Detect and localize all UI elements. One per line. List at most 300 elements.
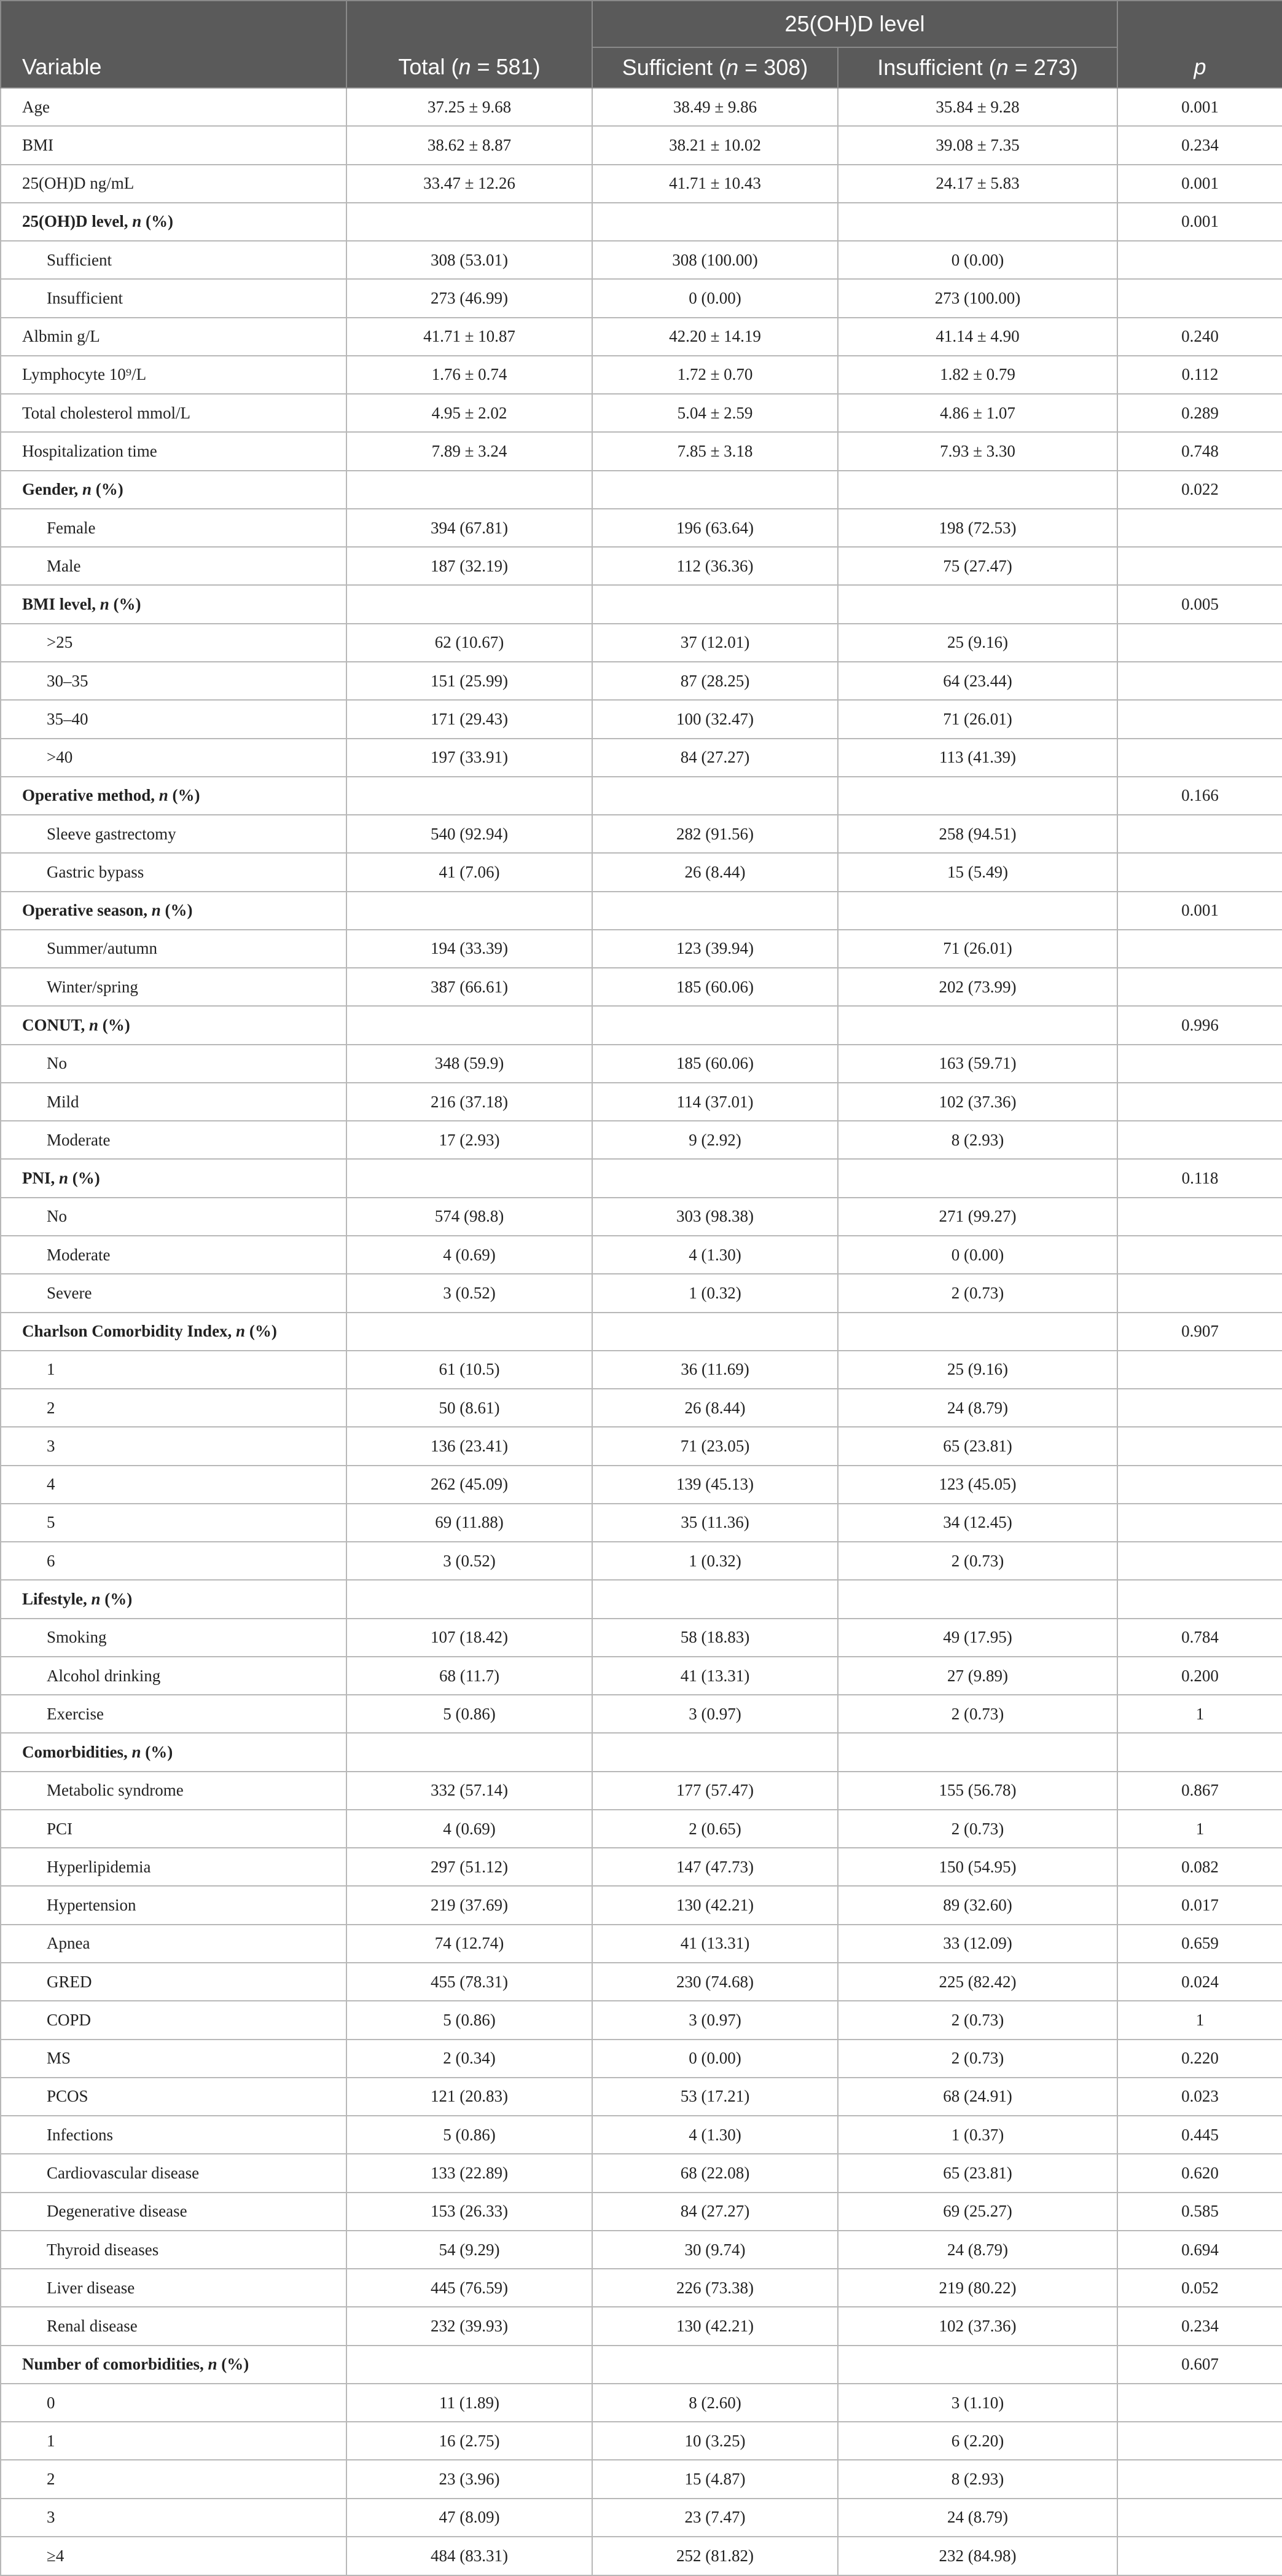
insufficient-column-header: Insufficient (n = 273) xyxy=(838,47,1117,88)
total-cell: 50 (8.61) xyxy=(346,1389,592,1427)
p-value-cell: 0.748 xyxy=(1117,432,1282,470)
insufficient-cell: 71 (26.01) xyxy=(838,700,1117,738)
p-value-cell xyxy=(1117,1236,1282,1274)
total-cell xyxy=(346,892,592,930)
variable-cell: >25 xyxy=(1,624,346,662)
sufficient-cell: 230 (74.68) xyxy=(592,1963,838,2001)
total-cell: 232 (39.93) xyxy=(346,2307,592,2345)
insufficient-cell xyxy=(838,892,1117,930)
total-cell: 348 (59.9) xyxy=(346,1045,592,1083)
total-cell: 151 (25.99) xyxy=(346,662,592,700)
variable-column-header: Variable xyxy=(1,1,346,88)
sufficient-cell: 4 (1.30) xyxy=(592,2116,838,2154)
table-row xyxy=(1,394,1282,432)
sufficient-cell: 38.49 ± 9.86 xyxy=(592,88,838,126)
sufficient-cell xyxy=(592,203,838,241)
insufficient-cell xyxy=(838,777,1117,815)
table-row xyxy=(1,2307,1282,2345)
p-value-cell: 0.022 xyxy=(1117,471,1282,509)
sufficient-cell xyxy=(592,1313,838,1351)
table-header xyxy=(1,1,1282,88)
variable-cell: COPD xyxy=(1,2001,346,2039)
p-value-cell: 0.166 xyxy=(1117,777,1282,815)
total-cell: 37.25 ± 9.68 xyxy=(346,88,592,126)
sufficient-cell xyxy=(592,471,838,509)
variable-cell: MS xyxy=(1,2040,346,2078)
insufficient-cell: 75 (27.47) xyxy=(838,547,1117,585)
p-value-cell: 0.001 xyxy=(1117,203,1282,241)
variable-cell: 6 xyxy=(1,1542,346,1580)
insufficient-cell: 7.93 ± 3.30 xyxy=(838,432,1117,470)
section-header-row xyxy=(1,471,1282,509)
total-cell: 219 (37.69) xyxy=(346,1886,592,1924)
total-cell: 5 (0.86) xyxy=(346,1695,592,1733)
p-value-cell xyxy=(1117,1389,1282,1427)
p-value-cell: 1 xyxy=(1117,2001,1282,2039)
variable-cell: PNI, n (%) xyxy=(1,1159,346,1197)
insufficient-cell: 102 (37.36) xyxy=(838,1083,1117,1121)
table-row xyxy=(1,2116,1282,2154)
sufficient-cell: 8 (2.60) xyxy=(592,2384,838,2422)
p-value-cell xyxy=(1117,547,1282,585)
sufficient-cell: 0 (0.00) xyxy=(592,2040,838,2078)
variable-cell: Smoking xyxy=(1,1619,346,1657)
sufficient-cell xyxy=(592,1733,838,1771)
section-header-row xyxy=(1,1580,1282,1618)
sufficient-cell: 42.20 ± 14.19 xyxy=(592,318,838,356)
variable-cell: 5 xyxy=(1,1504,346,1542)
total-cell: 445 (76.59) xyxy=(346,2269,592,2307)
table-row xyxy=(1,2269,1282,2307)
total-cell xyxy=(346,203,592,241)
variable-cell: Insufficient xyxy=(1,279,346,317)
p-value-cell: 0.289 xyxy=(1117,394,1282,432)
insufficient-cell: 25 (9.16) xyxy=(838,624,1117,662)
insufficient-cell: 2 (0.73) xyxy=(838,1274,1117,1312)
p-value-cell: 0.585 xyxy=(1117,2193,1282,2231)
insufficient-cell xyxy=(838,1313,1117,1351)
sufficient-cell: 84 (27.27) xyxy=(592,2193,838,2231)
sufficient-cell: 1 (0.32) xyxy=(592,1274,838,1312)
table-row xyxy=(1,968,1282,1006)
insufficient-cell xyxy=(838,1580,1117,1618)
variable-cell: CONUT, n (%) xyxy=(1,1006,346,1044)
section-header-row xyxy=(1,777,1282,815)
variable-cell: BMI xyxy=(1,126,346,164)
table-row xyxy=(1,1504,1282,1542)
table-row xyxy=(1,432,1282,470)
p-value-cell: 0.118 xyxy=(1117,1159,1282,1197)
variable-cell: Operative season, n (%) xyxy=(1,892,346,930)
variable-cell: No xyxy=(1,1198,346,1236)
table-row xyxy=(1,318,1282,356)
insufficient-cell: 15 (5.49) xyxy=(838,853,1117,891)
insufficient-cell xyxy=(838,203,1117,241)
total-cell: 17 (2.93) xyxy=(346,1121,592,1159)
sufficient-cell: 147 (47.73) xyxy=(592,1848,838,1886)
sufficient-cell: 71 (23.05) xyxy=(592,1427,838,1465)
variable-cell: Comorbidities, n (%) xyxy=(1,1733,346,1771)
total-cell xyxy=(346,471,592,509)
sufficient-cell: 130 (42.21) xyxy=(592,1886,838,1924)
total-cell: 273 (46.99) xyxy=(346,279,592,317)
sufficient-cell: 3 (0.97) xyxy=(592,1695,838,1733)
total-cell xyxy=(346,2346,592,2384)
total-cell xyxy=(346,1006,592,1044)
p-value-cell xyxy=(1117,1351,1282,1389)
insufficient-cell xyxy=(838,471,1117,509)
variable-cell: Thyroid diseases xyxy=(1,2231,346,2269)
sufficient-cell: 15 (4.87) xyxy=(592,2460,838,2498)
p-value-cell xyxy=(1117,930,1282,968)
table-row xyxy=(1,2040,1282,2078)
p-value-cell: 0.659 xyxy=(1117,1925,1282,1963)
total-cell: 297 (51.12) xyxy=(346,1848,592,1886)
variable-cell: Moderate xyxy=(1,1121,346,1159)
p-value-cell xyxy=(1117,1121,1282,1159)
insufficient-cell: 2 (0.73) xyxy=(838,1542,1117,1580)
p-value-cell xyxy=(1117,1466,1282,1504)
total-cell: 54 (9.29) xyxy=(346,2231,592,2269)
total-cell: 262 (45.09) xyxy=(346,1466,592,1504)
table-row xyxy=(1,1045,1282,1083)
p-value-cell: 0.001 xyxy=(1117,165,1282,203)
total-cell xyxy=(346,1580,592,1618)
total-cell: 136 (23.41) xyxy=(346,1427,592,1465)
sufficient-cell: 114 (37.01) xyxy=(592,1083,838,1121)
sufficient-cell: 308 (100.00) xyxy=(592,241,838,279)
table-row xyxy=(1,662,1282,700)
total-cell: 3 (0.52) xyxy=(346,1542,592,1580)
sufficient-cell xyxy=(592,2346,838,2384)
section-header-row xyxy=(1,585,1282,623)
p-value-cell xyxy=(1117,662,1282,700)
sufficient-cell: 100 (32.47) xyxy=(592,700,838,738)
insufficient-cell: 271 (99.27) xyxy=(838,1198,1117,1236)
variable-cell: Hyperlipidemia xyxy=(1,1848,346,1886)
table-row xyxy=(1,88,1282,126)
insufficient-cell: 35.84 ± 9.28 xyxy=(838,88,1117,126)
total-cell: 5 (0.86) xyxy=(346,2001,592,2039)
table-row xyxy=(1,126,1282,164)
sufficient-cell: 7.85 ± 3.18 xyxy=(592,432,838,470)
variable-cell: Lymphocyte 10⁹/L xyxy=(1,356,346,394)
insufficient-cell: 232 (84.98) xyxy=(838,2537,1117,2575)
sufficient-cell: 87 (28.25) xyxy=(592,662,838,700)
total-cell: 61 (10.5) xyxy=(346,1351,592,1389)
insufficient-cell: 68 (24.91) xyxy=(838,2078,1117,2116)
p-value-cell: 0.234 xyxy=(1117,2307,1282,2345)
sufficient-cell: 0 (0.00) xyxy=(592,279,838,317)
p-value-cell xyxy=(1117,1274,1282,1312)
table-row xyxy=(1,700,1282,738)
total-cell xyxy=(346,1313,592,1351)
insufficient-cell: 102 (37.36) xyxy=(838,2307,1117,2345)
table-row xyxy=(1,1389,1282,1427)
variable-cell: Moderate xyxy=(1,1236,346,1274)
table-row xyxy=(1,2078,1282,2116)
variable-cell: 3 xyxy=(1,1427,346,1465)
variable-cell: Alcohol drinking xyxy=(1,1657,346,1695)
sufficient-cell: 58 (18.83) xyxy=(592,1619,838,1657)
variable-cell: BMI level, n (%) xyxy=(1,585,346,623)
variable-cell: Degenerative disease xyxy=(1,2193,346,2231)
section-header-row xyxy=(1,1006,1282,1044)
insufficient-cell: 33 (12.09) xyxy=(838,1925,1117,1963)
insufficient-cell: 65 (23.81) xyxy=(838,2154,1117,2192)
variable-cell: PCOS xyxy=(1,2078,346,2116)
table-row xyxy=(1,356,1282,394)
section-header-row xyxy=(1,203,1282,241)
total-cell: 107 (18.42) xyxy=(346,1619,592,1657)
total-cell xyxy=(346,1159,592,1197)
total-cell: 484 (83.31) xyxy=(346,2537,592,2575)
table-row xyxy=(1,2422,1282,2460)
insufficient-cell: 25 (9.16) xyxy=(838,1351,1117,1389)
variable-cell: GRED xyxy=(1,1963,346,2001)
variable-cell: Total cholesterol mmol/L xyxy=(1,394,346,432)
sufficient-cell: 41.71 ± 10.43 xyxy=(592,165,838,203)
table-row xyxy=(1,930,1282,968)
variable-cell: Sleeve gastrectomy xyxy=(1,815,346,853)
variable-cell: 1 xyxy=(1,1351,346,1389)
total-cell: 194 (33.39) xyxy=(346,930,592,968)
table-row xyxy=(1,1963,1282,2001)
table-row xyxy=(1,1810,1282,1848)
insufficient-cell: 8 (2.93) xyxy=(838,2460,1117,2498)
table-row xyxy=(1,739,1282,777)
p-value-cell: 0.001 xyxy=(1117,892,1282,930)
insufficient-cell: 41.14 ± 4.90 xyxy=(838,318,1117,356)
table-row xyxy=(1,279,1282,317)
total-cell: 540 (92.94) xyxy=(346,815,592,853)
sufficient-cell xyxy=(592,585,838,623)
insufficient-cell: 69 (25.27) xyxy=(838,2193,1117,2231)
table-row xyxy=(1,1351,1282,1389)
insufficient-cell: 49 (17.95) xyxy=(838,1619,1117,1657)
variable-cell: Number of comorbidities, n (%) xyxy=(1,2346,346,2384)
p-value-cell: 0.024 xyxy=(1117,1963,1282,2001)
sufficient-cell: 139 (45.13) xyxy=(592,1466,838,1504)
variable-cell: Liver disease xyxy=(1,2269,346,2307)
table-row xyxy=(1,1695,1282,1733)
sufficient-cell: 226 (73.38) xyxy=(592,2269,838,2307)
table-row xyxy=(1,2460,1282,2498)
p-value-cell xyxy=(1117,1504,1282,1542)
insufficient-cell: 123 (45.05) xyxy=(838,1466,1117,1504)
sufficient-cell: 1.72 ± 0.70 xyxy=(592,356,838,394)
insufficient-cell: 225 (82.42) xyxy=(838,1963,1117,2001)
total-cell: 33.47 ± 12.26 xyxy=(346,165,592,203)
table-row xyxy=(1,2384,1282,2422)
variable-cell: 2 xyxy=(1,1389,346,1427)
p-value-cell: 0.082 xyxy=(1117,1848,1282,1886)
sufficient-cell: 4 (1.30) xyxy=(592,1236,838,1274)
total-cell: 153 (26.33) xyxy=(346,2193,592,2231)
p-value-cell: 0.996 xyxy=(1117,1006,1282,1044)
p-value-cell: 0.607 xyxy=(1117,2346,1282,2384)
group-column-header: 25(OH)D level xyxy=(592,1,1117,47)
variable-cell: 25(OH)D level, n (%) xyxy=(1,203,346,241)
table-row xyxy=(1,2537,1282,2575)
insufficient-cell: 71 (26.01) xyxy=(838,930,1117,968)
insufficient-cell: 6 (2.20) xyxy=(838,2422,1117,2460)
p-value-cell xyxy=(1117,1733,1282,1771)
table-row xyxy=(1,1542,1282,1580)
total-cell: 216 (37.18) xyxy=(346,1083,592,1121)
insufficient-cell xyxy=(838,1733,1117,1771)
total-cell: 387 (66.61) xyxy=(346,968,592,1006)
table-row xyxy=(1,815,1282,853)
table-row xyxy=(1,2154,1282,2192)
table-row xyxy=(1,1274,1282,1312)
variable-cell: PCI xyxy=(1,1810,346,1848)
table-row xyxy=(1,2193,1282,2231)
total-cell: 7.89 ± 3.24 xyxy=(346,432,592,470)
insufficient-cell: 113 (41.39) xyxy=(838,739,1117,777)
total-cell: 187 (32.19) xyxy=(346,547,592,585)
sufficient-cell: 26 (8.44) xyxy=(592,1389,838,1427)
variable-cell: ≥4 xyxy=(1,2537,346,2575)
total-cell: 4 (0.69) xyxy=(346,1236,592,1274)
total-cell: 4 (0.69) xyxy=(346,1810,592,1848)
insufficient-cell: 24 (8.79) xyxy=(838,2231,1117,2269)
total-cell: 455 (78.31) xyxy=(346,1963,592,2001)
p-value-cell xyxy=(1117,815,1282,853)
sufficient-cell xyxy=(592,1580,838,1618)
table-row xyxy=(1,1236,1282,1274)
insufficient-cell: 2 (0.73) xyxy=(838,1695,1117,1733)
insufficient-cell: 64 (23.44) xyxy=(838,662,1117,700)
p-value-cell xyxy=(1117,2537,1282,2575)
sufficient-cell: 282 (91.56) xyxy=(592,815,838,853)
insufficient-cell: 65 (23.81) xyxy=(838,1427,1117,1465)
table-row xyxy=(1,2231,1282,2269)
total-column-header: Total (n = 581) xyxy=(346,1,592,88)
total-cell: 68 (11.7) xyxy=(346,1657,592,1695)
sufficient-cell: 303 (98.38) xyxy=(592,1198,838,1236)
total-cell: 11 (1.89) xyxy=(346,2384,592,2422)
p-column-header: p xyxy=(1117,1,1282,88)
variable-cell: 0 xyxy=(1,2384,346,2422)
p-value-cell: 0.112 xyxy=(1117,356,1282,394)
p-value-cell: 0.017 xyxy=(1117,1886,1282,1924)
insufficient-cell: 24 (8.79) xyxy=(838,2499,1117,2537)
variable-cell: Hospitalization time xyxy=(1,432,346,470)
p-value-cell xyxy=(1117,2422,1282,2460)
insufficient-cell: 1 (0.37) xyxy=(838,2116,1117,2154)
p-value-cell: 0.445 xyxy=(1117,2116,1282,2154)
insufficient-cell: 8 (2.93) xyxy=(838,1121,1117,1159)
insufficient-cell: 89 (32.60) xyxy=(838,1886,1117,1924)
variable-cell: 25(OH)D ng/mL xyxy=(1,165,346,203)
sufficient-column-header: Sufficient (n = 308) xyxy=(592,47,838,88)
total-cell: 74 (12.74) xyxy=(346,1925,592,1963)
table-body xyxy=(1,88,1282,2575)
variable-cell: Infections xyxy=(1,2116,346,2154)
sufficient-cell: 3 (0.97) xyxy=(592,2001,838,2039)
sufficient-cell: 84 (27.27) xyxy=(592,739,838,777)
p-value-cell: 0.005 xyxy=(1117,585,1282,623)
p-value-cell xyxy=(1117,2460,1282,2498)
table-row xyxy=(1,1886,1282,1924)
insufficient-cell: 273 (100.00) xyxy=(838,279,1117,317)
sufficient-cell: 41 (13.31) xyxy=(592,1925,838,1963)
variable-cell: Winter/spring xyxy=(1,968,346,1006)
sufficient-cell: 2 (0.65) xyxy=(592,1810,838,1848)
total-cell: 332 (57.14) xyxy=(346,1772,592,1810)
insufficient-cell xyxy=(838,1159,1117,1197)
variable-cell: 1 xyxy=(1,2422,346,2460)
total-cell xyxy=(346,1733,592,1771)
p-value-cell: 0.240 xyxy=(1117,318,1282,356)
p-value-cell: 0.052 xyxy=(1117,2269,1282,2307)
table-row xyxy=(1,547,1282,585)
total-cell: 23 (3.96) xyxy=(346,2460,592,2498)
insufficient-cell: 163 (59.71) xyxy=(838,1045,1117,1083)
sufficient-cell: 185 (60.06) xyxy=(592,1045,838,1083)
insufficient-cell: 1.82 ± 0.79 xyxy=(838,356,1117,394)
total-cell: 69 (11.88) xyxy=(346,1504,592,1542)
total-cell: 308 (53.01) xyxy=(346,241,592,279)
sufficient-cell: 23 (7.47) xyxy=(592,2499,838,2537)
sufficient-cell: 185 (60.06) xyxy=(592,968,838,1006)
section-header-row xyxy=(1,2346,1282,2384)
total-cell: 197 (33.91) xyxy=(346,739,592,777)
table-row xyxy=(1,1466,1282,1504)
p-value-cell: 0.620 xyxy=(1117,2154,1282,2192)
total-cell: 133 (22.89) xyxy=(346,2154,592,2192)
p-value-cell xyxy=(1117,968,1282,1006)
insufficient-cell: 0 (0.00) xyxy=(838,241,1117,279)
total-cell: 121 (20.83) xyxy=(346,2078,592,2116)
sufficient-cell: 130 (42.21) xyxy=(592,2307,838,2345)
p-value-cell xyxy=(1117,1045,1282,1083)
sufficient-cell: 5.04 ± 2.59 xyxy=(592,394,838,432)
sufficient-cell: 41 (13.31) xyxy=(592,1657,838,1695)
insufficient-cell: 24.17 ± 5.83 xyxy=(838,165,1117,203)
sufficient-cell: 30 (9.74) xyxy=(592,2231,838,2269)
p-value-cell xyxy=(1117,739,1282,777)
total-cell xyxy=(346,777,592,815)
variable-cell: Hypertension xyxy=(1,1886,346,1924)
insufficient-cell xyxy=(838,2346,1117,2384)
table-row xyxy=(1,1619,1282,1657)
sufficient-cell: 9 (2.92) xyxy=(592,1121,838,1159)
p-value-cell xyxy=(1117,1427,1282,1465)
table-row xyxy=(1,1083,1282,1121)
insufficient-cell xyxy=(838,585,1117,623)
variable-cell: Apnea xyxy=(1,1925,346,1963)
variable-cell: Severe xyxy=(1,1274,346,1312)
variable-cell: Gastric bypass xyxy=(1,853,346,891)
total-cell: 2 (0.34) xyxy=(346,2040,592,2078)
variable-cell: Male xyxy=(1,547,346,585)
p-value-cell: 0.784 xyxy=(1117,1619,1282,1657)
total-cell: 1.76 ± 0.74 xyxy=(346,356,592,394)
sufficient-cell: 10 (3.25) xyxy=(592,2422,838,2460)
sufficient-cell: 177 (57.47) xyxy=(592,1772,838,1810)
p-value-cell: 0.907 xyxy=(1117,1313,1282,1351)
table-row xyxy=(1,1848,1282,1886)
p-value-cell: 0.200 xyxy=(1117,1657,1282,1695)
variable-cell: Age xyxy=(1,88,346,126)
variable-cell: Mild xyxy=(1,1083,346,1121)
insufficient-cell: 258 (94.51) xyxy=(838,815,1117,853)
variable-cell: No xyxy=(1,1045,346,1083)
sufficient-cell: 36 (11.69) xyxy=(592,1351,838,1389)
p-value-cell xyxy=(1117,241,1282,279)
